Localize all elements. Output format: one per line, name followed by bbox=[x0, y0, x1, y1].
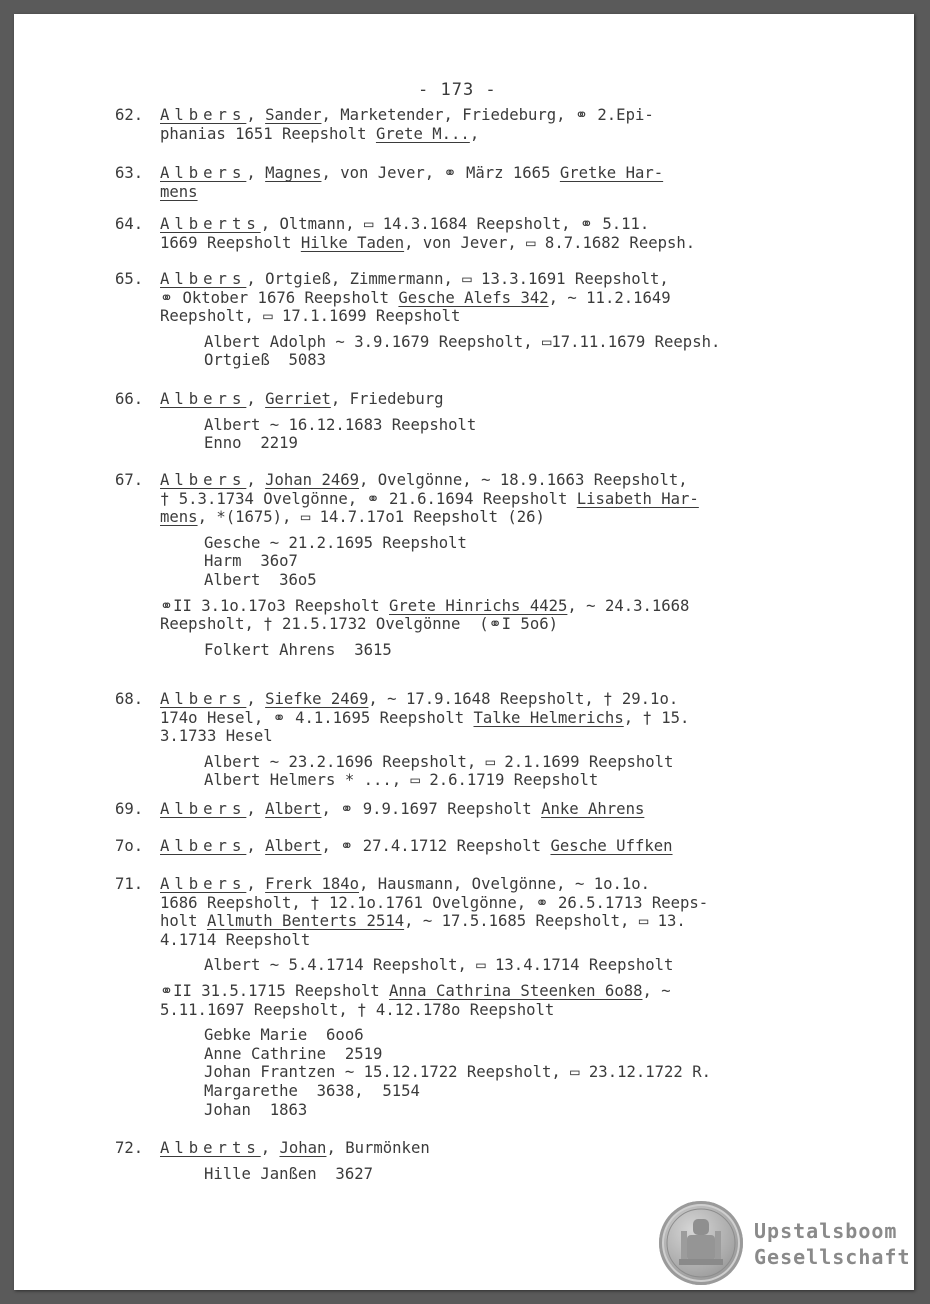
entry-number: 62. bbox=[115, 106, 144, 124]
entry-number: 69. bbox=[115, 800, 144, 818]
entry-line bbox=[204, 771, 598, 790]
entry-line bbox=[160, 307, 460, 326]
entry-line bbox=[204, 416, 476, 435]
entry-line bbox=[160, 912, 686, 931]
text-segment: , bbox=[246, 875, 266, 893]
underlined-name: Sander bbox=[265, 106, 322, 124]
surname: Albers bbox=[160, 800, 247, 818]
underlined-name: Albert bbox=[265, 837, 322, 855]
entry-number: 66. bbox=[115, 390, 144, 408]
entry-line bbox=[204, 753, 673, 772]
text-segment: Johan 1863 bbox=[204, 1100, 308, 1119]
text-segment: , ~ 17.5.1685 Reepsholt, ▭ 13. bbox=[404, 912, 686, 931]
text-segment: , ~ 17.9.1648 Reepsholt, † 29.1o. bbox=[368, 690, 679, 708]
entry-line bbox=[160, 234, 695, 253]
text-segment: Albert ~ 23.2.1696 Reepsholt, ▭ 2.1.1699 Reepsholt bbox=[204, 752, 674, 771]
entry-line bbox=[160, 270, 669, 289]
text-segment: Albert Adolph ~ 3.9.1679 Reepsholt, ▭17.11.1679 Reepsh. bbox=[204, 332, 721, 351]
entry-line bbox=[204, 351, 326, 370]
page-number: - 173 - bbox=[418, 80, 497, 100]
entry-line bbox=[160, 894, 708, 913]
text-segment: Margarethe 3638, 5154 bbox=[204, 1082, 420, 1100]
text-segment: , bbox=[260, 1139, 280, 1157]
underlined-name: Hilke Taden bbox=[300, 233, 405, 252]
text-segment: Enno 2219 bbox=[204, 434, 298, 453]
underlined-name: Siefke 2469 bbox=[265, 690, 369, 708]
underlined-name: Gerriet bbox=[265, 390, 331, 408]
surname: Albers bbox=[160, 875, 247, 893]
text-segment: , bbox=[246, 390, 266, 408]
underlined-name: Frerk 184o bbox=[265, 875, 360, 893]
text-segment: Reepsholt, † 21.5.1732 Ovelgönne (⚭I 5o6) bbox=[160, 615, 558, 634]
entry-line bbox=[160, 709, 689, 728]
upstalsboom-logo bbox=[659, 1201, 909, 1285]
entry-line bbox=[160, 800, 644, 819]
text-segment: , bbox=[246, 690, 266, 708]
text-segment: Albert 36o5 bbox=[204, 571, 317, 589]
text-segment: Albert ~ 5.4.1714 Reepsholt, ▭ 13.4.1714 Reepsholt bbox=[204, 956, 674, 975]
surname: Albers bbox=[160, 164, 247, 182]
text-segment: Johan Frantzen ~ 15.12.1722 Reepsholt, ▭ 23.12.1722 R. bbox=[204, 1063, 711, 1082]
text-segment: ⚭II 3.1o.17o3 Reepsholt bbox=[160, 596, 389, 615]
entry-line bbox=[160, 690, 678, 709]
entry-line bbox=[204, 1063, 711, 1082]
text-segment: , ⚭ 27.4.1712 Reepsholt bbox=[321, 837, 551, 855]
entry-line bbox=[204, 434, 298, 453]
entry-line bbox=[160, 508, 545, 527]
text-segment: , ~ 24.3.1668 bbox=[567, 596, 690, 615]
entry-line bbox=[160, 982, 671, 1001]
entry-line bbox=[160, 390, 444, 409]
text-segment: Gebke Marie 6oo6 bbox=[204, 1026, 364, 1045]
entry-line bbox=[204, 534, 467, 553]
text-segment: , Hausmann, Ovelgönne, ~ 1o.1o. bbox=[359, 875, 651, 893]
entry-number: 67. bbox=[115, 471, 144, 489]
text-segment: , ~ 11.2.1649 bbox=[548, 288, 671, 307]
entry-line bbox=[160, 490, 699, 509]
entry-line bbox=[160, 289, 671, 308]
text-segment: , Burmönken bbox=[326, 1139, 430, 1157]
text-segment: Albert Helmers * ..., ▭ 2.6.1719 Reepsholt bbox=[204, 771, 599, 790]
entry-number: 72. bbox=[115, 1139, 144, 1157]
entry-number: 64. bbox=[115, 215, 144, 233]
underlined-name: Grete Hinrichs 4425 bbox=[389, 596, 568, 615]
text-segment: , Marketender, Friedeburg, ⚭ 2.Epi- bbox=[321, 106, 654, 124]
entry-line bbox=[160, 727, 273, 746]
text-segment: , Ovelgönne, ~ 18.9.1663 Reepsholt, bbox=[359, 471, 688, 489]
text-segment: , bbox=[246, 471, 266, 489]
text-segment: Harm 36o7 bbox=[204, 552, 298, 571]
surname: Albers bbox=[160, 390, 247, 408]
underlined-name: mens bbox=[160, 182, 198, 201]
text-segment: ⚭ Oktober 1676 Reepsholt bbox=[160, 288, 399, 307]
text-segment: phanias 1651 Reepsholt bbox=[160, 124, 376, 143]
surname: Alberts bbox=[160, 1139, 261, 1157]
entry-line bbox=[160, 106, 654, 125]
underlined-name: Gesche Alefs 342 bbox=[398, 288, 549, 307]
underlined-name: Magnes bbox=[265, 164, 322, 182]
entry-line bbox=[160, 615, 558, 634]
entry-line bbox=[204, 1165, 373, 1184]
entry-line bbox=[204, 333, 720, 352]
underlined-name: mens bbox=[160, 508, 198, 527]
text-segment: , ⚭ 9.9.1697 Reepsholt bbox=[321, 800, 542, 818]
entry-number: 65. bbox=[115, 270, 144, 288]
surname: Albers bbox=[160, 106, 247, 124]
text-segment: Ortgieß 5083 bbox=[204, 351, 327, 370]
entry-line bbox=[160, 931, 310, 950]
entry-line bbox=[160, 471, 688, 490]
text-segment: , bbox=[246, 106, 266, 124]
entry-line bbox=[160, 183, 198, 202]
text-segment: Reepsholt, ▭ 17.1.1699 Reepsholt bbox=[160, 307, 461, 326]
underlined-name: Gretke Har- bbox=[559, 164, 664, 182]
text-segment: , Friedeburg bbox=[330, 390, 444, 408]
text-segment: holt bbox=[160, 912, 207, 931]
entry-line bbox=[204, 571, 317, 590]
surname: Alberts bbox=[160, 215, 261, 233]
surname: Albers bbox=[160, 471, 247, 489]
text-segment: , bbox=[246, 164, 266, 182]
text-segment: 4.1714 Reepsholt bbox=[160, 930, 311, 949]
entry-line bbox=[204, 552, 298, 571]
entry-line bbox=[204, 956, 673, 975]
entry-line bbox=[204, 1045, 382, 1064]
entry-number: 68. bbox=[115, 690, 144, 708]
text-segment: , † 15. bbox=[623, 708, 690, 727]
text-segment: , bbox=[246, 800, 266, 818]
underlined-name: Talke Helmerichs bbox=[473, 708, 624, 727]
text-segment: 1669 Reepsholt bbox=[160, 233, 301, 252]
entry-line bbox=[160, 837, 673, 856]
text-segment: , von Jever, ⚭ März 1665 bbox=[321, 164, 560, 182]
underlined-name: Grete M... bbox=[375, 124, 470, 143]
entry-line bbox=[160, 164, 663, 183]
surname: Albers bbox=[160, 837, 247, 855]
text-segment: 5.11.1697 Reepsholt, † 4.12.178o Reepsholt bbox=[160, 1000, 555, 1019]
text-segment: Folkert Ahrens 3615 bbox=[204, 640, 392, 659]
underlined-name: Anke Ahrens bbox=[541, 800, 645, 818]
text-segment: , ~ bbox=[642, 982, 671, 1000]
text-segment: † 5.3.1734 Ovelgönne, ⚭ 21.6.1694 Reepsholt bbox=[160, 489, 577, 508]
underlined-name: Allmuth Benterts 2514 bbox=[206, 912, 405, 931]
entry-line bbox=[160, 1139, 430, 1158]
seal-icon bbox=[659, 1201, 743, 1285]
underlined-name: Johan bbox=[279, 1139, 327, 1157]
text-segment: Hille Janßen 3627 bbox=[204, 1164, 373, 1183]
underlined-name: Johan 2469 bbox=[265, 471, 360, 489]
entry-line bbox=[204, 1101, 307, 1120]
text-segment: Gesche ~ 21.2.1695 Reepsholt bbox=[204, 533, 467, 552]
document-page bbox=[14, 14, 914, 1290]
text-segment: , Oltmann, ▭ 14.3.1684 Reepsholt, ⚭ 5.11. bbox=[260, 215, 650, 233]
underlined-name: Albert bbox=[265, 800, 322, 818]
logo-line-1: Upstalsboom bbox=[754, 1219, 898, 1243]
entry-line bbox=[204, 1026, 364, 1045]
surname: Albers bbox=[160, 690, 247, 708]
surname: Albers bbox=[160, 270, 247, 288]
entry-line bbox=[160, 1001, 554, 1020]
entry-number: 7o. bbox=[115, 837, 144, 855]
text-segment: Albert ~ 16.12.1683 Reepsholt bbox=[204, 415, 477, 434]
entry-line bbox=[204, 641, 392, 660]
text-segment: , bbox=[246, 837, 266, 855]
text-segment: ⚭II 31.5.1715 Reepsholt bbox=[160, 982, 389, 1000]
text-segment: 174o Hesel, ⚭ 4.1.1695 Reepsholt bbox=[160, 708, 474, 727]
text-segment: 3.1733 Hesel bbox=[160, 727, 273, 746]
text-segment: Anne Cathrine 2519 bbox=[204, 1044, 383, 1063]
entry-line bbox=[160, 597, 689, 616]
entry-line bbox=[160, 215, 649, 234]
text-segment: 1686 Reepsholt, † 12.1o.1761 Ovelgönne, ⚭ 26.5.1713 Reeps- bbox=[160, 893, 709, 912]
text-segment: , bbox=[469, 124, 480, 143]
entry-line bbox=[160, 125, 479, 144]
entry-number: 63. bbox=[115, 164, 144, 182]
logo-line-2: Gesellschaft bbox=[754, 1245, 911, 1269]
entry-line bbox=[160, 875, 650, 894]
underlined-name: Anna Cathrina Steenken 6o88 bbox=[389, 982, 643, 1000]
entry-line bbox=[204, 1082, 420, 1101]
text-segment: , von Jever, ▭ 8.7.1682 Reepsh. bbox=[404, 233, 696, 252]
underlined-name: Gesche Uffken bbox=[550, 837, 673, 855]
text-segment: , Ortgieß, Zimmermann, ▭ 13.3.1691 Reepsholt, bbox=[246, 270, 669, 288]
text-segment: , *(1675), ▭ 14.7.17o1 Reepsholt (26) bbox=[197, 508, 545, 527]
underlined-name: Lisabeth Har- bbox=[576, 489, 699, 508]
entry-number: 71. bbox=[115, 875, 144, 893]
